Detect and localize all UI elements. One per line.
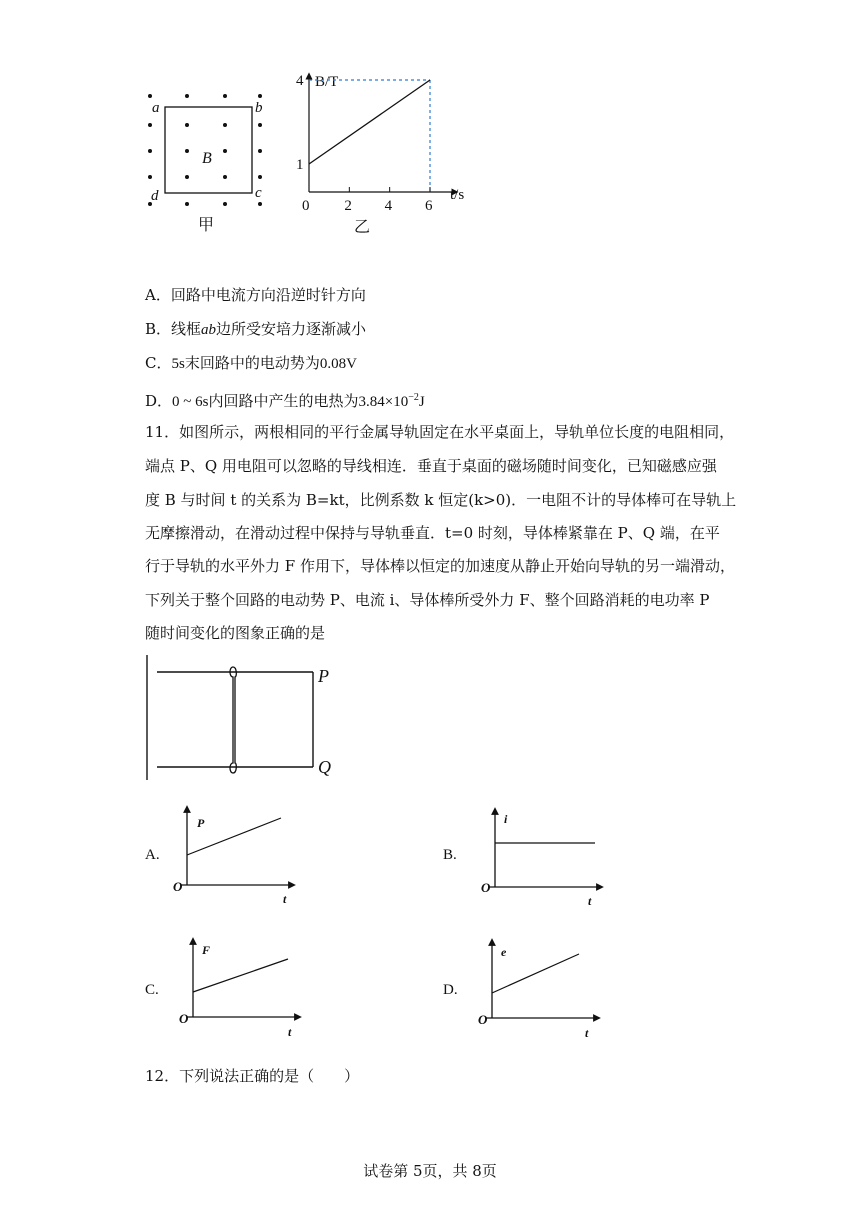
q10-option-d-range: 0 ~ 6s: [172, 394, 209, 410]
y-axis-label: B/T: [315, 74, 339, 90]
q10-option-d-prefix: D．: [145, 392, 173, 410]
q11-line-5: 行于导轨的水平外力 F 作用下，导体棒以恒定的加速度从静止开始向导轨的另一端滑动，: [145, 557, 735, 575]
y-tick-label-4: 4: [296, 73, 304, 89]
q10-option-d: [145, 388, 425, 412]
x-tick-label-2: 2: [344, 198, 352, 214]
x-tick-label-0: 0: [302, 198, 310, 214]
q11-option-c-letter[interactable]: C.: [145, 982, 159, 998]
graph-c-curve: [193, 959, 288, 992]
graph-d-origin: O: [478, 1012, 488, 1027]
graph-d-curve: [492, 954, 579, 993]
q11-option-c-graph[interactable]: [176, 937, 306, 1047]
figure-jia: [140, 85, 275, 235]
graph-b-y-label: i: [504, 812, 508, 826]
q11-option-b-letter[interactable]: B.: [443, 847, 457, 863]
q10-option-b: [145, 319, 366, 340]
b-t-line: [309, 80, 430, 164]
x-axis-label: t/s: [450, 187, 465, 203]
rail-label-q: Q: [318, 757, 331, 777]
q12-stem: 12．下列说法正确的是（ ）: [145, 1067, 360, 1085]
q11-line-1: 11．如图所示，两根相同的平行金属导轨固定在水平桌面上，导轨单位长度的电阻相同，: [145, 423, 735, 441]
graph-d-x-label: t: [585, 1026, 589, 1040]
q11-option-d-graph[interactable]: [475, 938, 605, 1048]
q11-option-a-letter[interactable]: A.: [145, 847, 160, 863]
field-label-b: B: [202, 150, 212, 167]
corner-a: a: [152, 100, 160, 116]
q10-option-c-value: 0.08V: [319, 356, 357, 372]
graph-c-x-label: t: [288, 1025, 292, 1039]
q10-option-b-prefix: B．线框: [145, 320, 202, 338]
q10-option-d-exponent: −2: [408, 392, 419, 403]
q10-option-d-value: 3.84×10: [358, 394, 409, 410]
caption-yi: 乙: [354, 219, 371, 236]
page-footer: 试卷第 5页，共 8页: [363, 1162, 497, 1180]
graph-c-y-label: F: [202, 943, 211, 957]
q10-option-b-text: 边所受安培力逐渐减小: [216, 320, 367, 338]
conductor-rod: [230, 667, 236, 773]
x-tick-label-6: 6: [425, 198, 433, 214]
q11-line-2: 端点 P、Q 用电阻可以忽略的导线相连．垂直于桌面的磁场随时间变化，已知磁感应强: [145, 457, 717, 475]
graph-a-y-label: P: [197, 816, 205, 830]
rails-figure: [145, 655, 345, 780]
q11-line-7: 随时间变化的图象正确的是: [145, 624, 326, 642]
q10-option-a: [145, 285, 366, 305]
q11-option-a-graph[interactable]: [170, 805, 300, 910]
rail-label-p: P: [318, 666, 329, 686]
q11-line-4: 无摩擦滑动，在滑动过程中保持与导轨垂直．t=0 时刻，导体棒紧靠在 P、Q 端，在平: [145, 524, 720, 542]
corner-d: d: [151, 188, 159, 204]
caption-jia: 甲: [198, 217, 215, 234]
graph-b-origin: O: [481, 880, 491, 895]
graph-d-y-label: e: [501, 945, 507, 959]
q10-option-d-text: 内回路中产生的电热为: [208, 392, 359, 410]
corner-b: b: [255, 100, 263, 116]
figure-yi-chart: [290, 72, 480, 242]
q10-option-c-time: 5s: [171, 356, 185, 372]
q11-option-d-letter[interactable]: D.: [443, 982, 458, 998]
corner-c: c: [255, 185, 262, 201]
chart-marks: [296, 73, 433, 214]
graph-c-origin: O: [179, 1011, 189, 1026]
graph-b-x-label: t: [588, 894, 592, 908]
y-tick-label-1: 1: [296, 157, 304, 173]
q10-option-a-text: A．回路中电流方向沿逆时针方向: [145, 286, 366, 304]
q10-option-c: [145, 353, 357, 374]
q11-line-3: 度 B 与时间 t 的关系为 B=kt，比例系数 k 恒定(k>0)．一电阻不计的导体棒可在导轨上: [145, 491, 737, 509]
q10-option-c-prefix: C．: [145, 354, 172, 372]
graph-a-x-label: t: [283, 892, 287, 906]
q11-line-6: 下列关于整个回路的电动势 P、电流 i、导体棒所受外力 F、整个回路消耗的电功率 P: [145, 591, 710, 609]
x-tick-label-4: 4: [384, 198, 393, 214]
q10-option-d-unit: J: [418, 394, 425, 410]
q10-option-c-text: 末回路中的电动势为: [184, 354, 320, 372]
q11-option-b-graph[interactable]: [478, 807, 608, 912]
graph-a-origin: O: [173, 879, 183, 894]
q10-option-b-var: ab: [201, 322, 217, 338]
